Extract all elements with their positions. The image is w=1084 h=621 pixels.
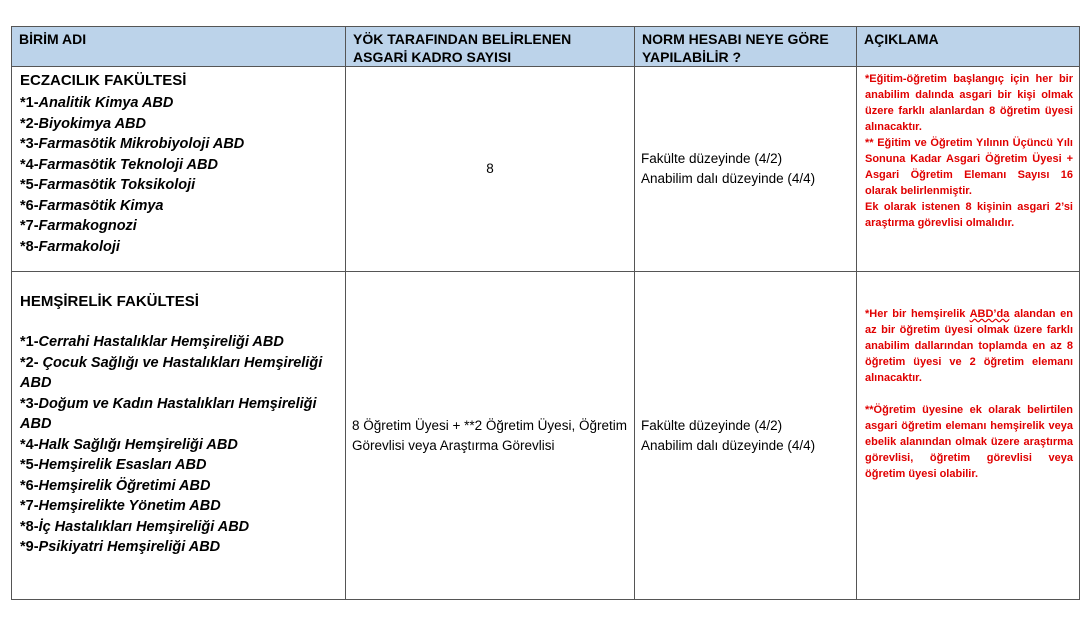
header-count: YÖK TARAFINDAN BELİRLENEN ASGARİ KADRO SAYISI xyxy=(346,27,635,67)
department-number: *2- xyxy=(20,115,39,132)
header-desc: AÇIKLAMA xyxy=(857,27,1080,67)
department-item xyxy=(20,216,337,237)
department-number: *8- xyxy=(20,518,39,535)
department-item xyxy=(20,455,337,476)
department-name: Farmasötik Mikrobiyoloji ABD xyxy=(38,136,245,152)
department-name: Biyokimya ABD xyxy=(38,115,146,132)
abd-spellcheck-word: ABD’da xyxy=(969,308,1010,320)
unit-cell xyxy=(12,272,346,600)
department-item xyxy=(20,394,337,435)
department-name: Farmasötik Teknoloji ABD xyxy=(38,156,218,173)
norm-faculty-level: Fakülte düzeyinde (4/2) xyxy=(641,417,783,433)
department-name: Analitik Kimya ABD xyxy=(38,95,174,111)
faculty-name: HEMŞİRELİK FAKÜLTESİ xyxy=(20,293,199,310)
staff-count: 8 Öğretim Üyesi + **2 Öğretim Üyesi, Öğretim Görevlisi veya Araştırma Görevlisi xyxy=(346,272,635,600)
table-row xyxy=(12,67,1080,272)
description-cell xyxy=(857,272,1080,600)
norm-basis xyxy=(635,272,857,600)
department-name: Hemşirelikte Yönetim ABD xyxy=(38,498,221,514)
department-name: Hemşirelik Esasları ABD xyxy=(38,457,207,473)
department-item xyxy=(20,476,337,497)
department-number: *7- xyxy=(20,498,39,514)
description-text: alandan en az bir öğretim üyesi olmak üzere farklı anabilim dallarından toplamda en az 8 öğretim üyesi ve 2 öğretim elemanı alınacaktır. xyxy=(865,308,1073,384)
description-note xyxy=(865,306,1073,386)
header-unit: BİRİM ADI xyxy=(12,27,346,67)
norm-department-level: Anabilim dalı düzeyinde (4/4) xyxy=(641,437,816,453)
department-number: *9- xyxy=(20,539,39,555)
department-name: Halk Sağlığı Hemşireliği ABD xyxy=(38,436,238,453)
department-item xyxy=(20,134,337,155)
department-item xyxy=(20,353,337,394)
staff-count: 8 xyxy=(346,67,635,272)
description-note: *Eğitim-öğretim başlangıç için her bir anabilim dalında asgari bir kişi olmak üzere farklı alanlardan 8 öğretim üyesi alınacaktır. xyxy=(865,73,1073,133)
department-name: Farmasötik Toksikoloji xyxy=(38,177,196,193)
department-number: *6- xyxy=(20,197,39,214)
department-name: Farmakoloji xyxy=(38,238,120,255)
department-item xyxy=(20,196,337,217)
department-number: *8- xyxy=(20,238,39,255)
department-item xyxy=(20,237,337,258)
department-name: Cerrahi Hastalıklar Hemşireliği ABD xyxy=(38,334,284,350)
department-name: İç Hastalıkları Hemşireliği ABD xyxy=(38,518,250,535)
department-number: *3- xyxy=(20,395,39,412)
department-name: Psikiyatri Hemşireliği ABD xyxy=(38,539,221,555)
department-number: *4- xyxy=(20,156,39,173)
norm-faculty-level: Fakülte düzeyinde (4/2) xyxy=(641,151,783,166)
department-number: *1- xyxy=(20,334,39,350)
faculty-name: ECZACILIK FAKÜLTESİ xyxy=(20,72,187,89)
description-note: Ek olarak istenen 8 kişinin asgari 2’si araştırma görevlisi olmalıdır. xyxy=(865,201,1073,229)
department-item xyxy=(20,537,337,558)
header-row xyxy=(12,27,1080,67)
description-note: ** Eğitim ve Öğretim Yılının Üçüncü Yılı Sonuna Kadar Asgari Öğretim Üyesi + Asgari Öğretim Elemanı Sayısı 16 olarak belirlenmiştir. xyxy=(865,137,1073,197)
department-item xyxy=(20,332,337,353)
department-name: Farmasötik Kimya xyxy=(38,197,164,214)
department-item xyxy=(20,114,337,135)
table-row xyxy=(12,272,1080,600)
header-norm: NORM HESABI NEYE GÖRE YAPILABİLİR ? xyxy=(635,27,857,67)
description-cell xyxy=(857,67,1080,272)
department-name: Çocuk Sağlığı ve Hastalıkları Hemşireliği ABD xyxy=(20,354,323,391)
norm-department-level: Anabilim dalı düzeyinde (4/4) xyxy=(641,171,816,186)
staff-norm-table xyxy=(11,26,1080,600)
department-number: *6- xyxy=(20,477,39,494)
department-name: Hemşirelik Öğretimi ABD xyxy=(38,477,211,494)
department-number: *3- xyxy=(20,136,39,152)
department-item xyxy=(20,93,337,114)
department-name: Doğum ve Kadın Hastalıkları Hemşireliği ABD xyxy=(20,395,317,432)
department-number: *5- xyxy=(20,457,39,473)
department-item xyxy=(20,517,337,538)
norm-basis xyxy=(635,67,857,272)
description-note: **Öğretim üyesine ek olarak belirtilen asgari öğretim elemanı hemşirelik veya ebelik alanından olmak üzere araştırma görevlisi, öğretim görevlisi veya öğretim üyesi olabilir. xyxy=(865,404,1073,480)
department-item xyxy=(20,155,337,176)
description-text: *Her bir hemşirelik xyxy=(865,308,970,320)
department-item xyxy=(20,175,337,196)
department-number: *2- xyxy=(20,354,43,371)
department-number: *7- xyxy=(20,218,39,234)
department-item xyxy=(20,496,337,517)
department-name: Farmakognozi xyxy=(38,218,137,234)
unit-cell xyxy=(12,67,346,272)
department-number: *4- xyxy=(20,436,39,453)
department-item xyxy=(20,435,337,456)
department-number: *1- xyxy=(20,95,39,111)
department-number: *5- xyxy=(20,177,39,193)
